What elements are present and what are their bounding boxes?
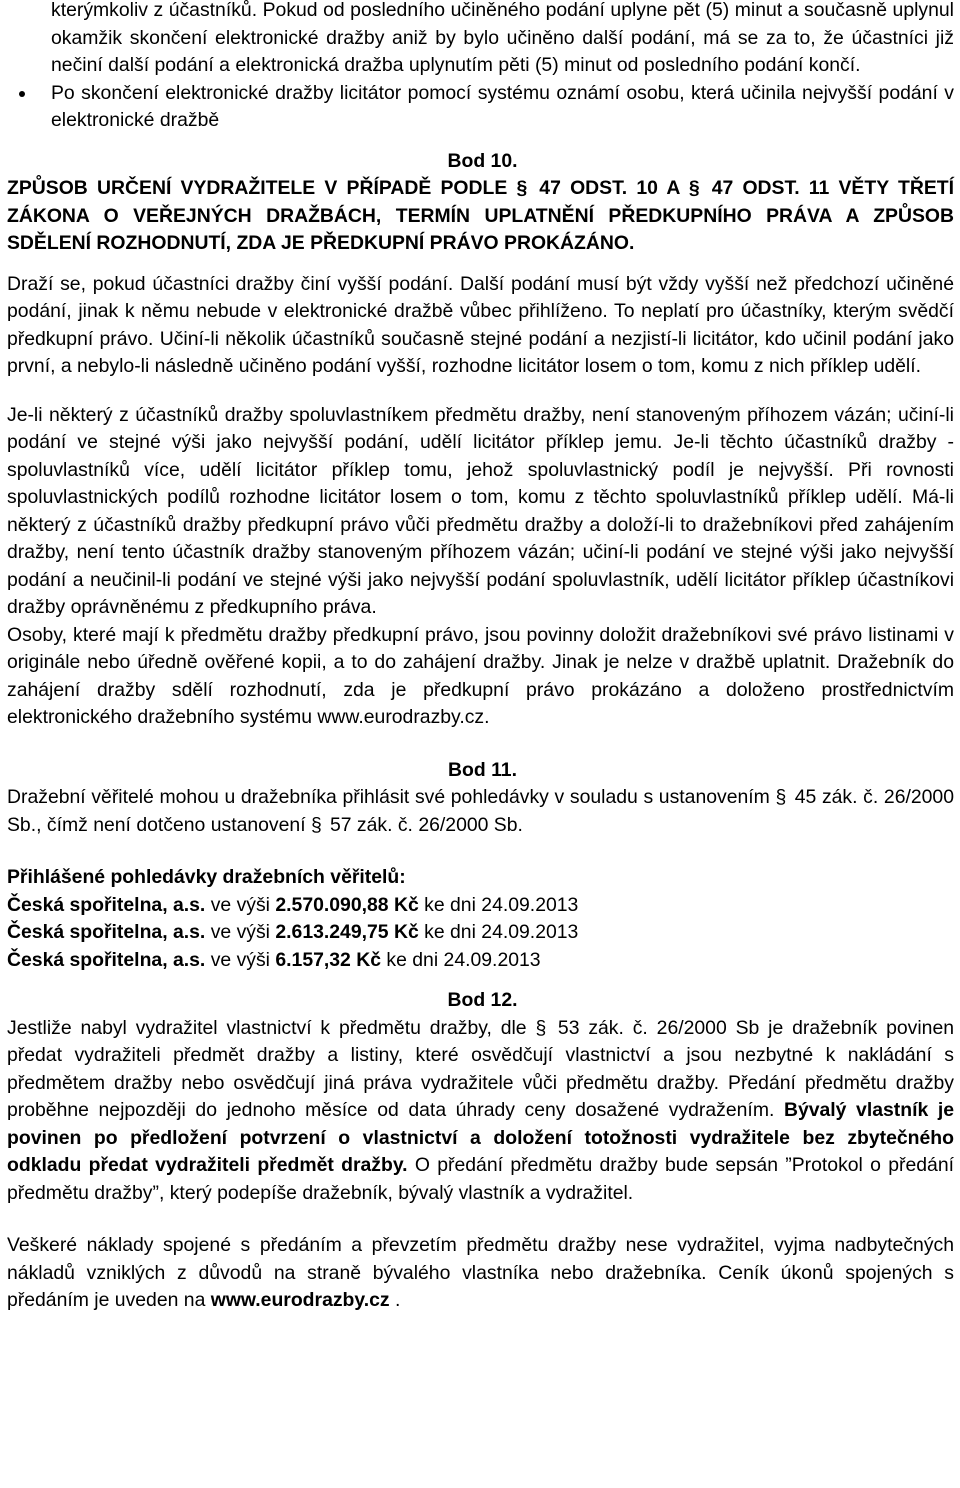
- claim-label: ve výši: [205, 948, 276, 971]
- section-sign-icon: §: [535, 1016, 547, 1039]
- section-title-bod-12: Bod 12.: [447, 989, 518, 1011]
- claim-amount: 2.570.090,88 Kč: [275, 893, 419, 916]
- claim-row: [7, 892, 954, 920]
- bullet-text: Po skončení elektronické dražby licitátor pomocí systému oznámí osobu, která učinila nejvyšší podání v elektronické dražbě: [51, 81, 954, 131]
- section-heading: [7, 175, 954, 258]
- paragraph: [7, 784, 954, 839]
- claim-creditor: Česká spořitelna, a.s.: [7, 921, 206, 943]
- claim-amount: 6.157,32 Kč: [275, 948, 382, 971]
- text-segment: 57 zák. č. 26/2000 Sb.: [329, 813, 523, 836]
- paragraph: [7, 1015, 954, 1208]
- claim-creditor: Česká spořitelna, a.s.: [7, 893, 206, 916]
- website-link[interactable]: www.eurodrazby.cz: [210, 1289, 390, 1311]
- claims-heading: Přihlášené pohledávky dražebních věřitelů:: [7, 866, 406, 888]
- claim-row: [7, 919, 954, 947]
- text-segment: 53 zák. č. 26/2000 Sb je dražebník povinen předat vydražiteli předmět dražby a listiny, které osvědčují vlastnictví a jsou nezbytné k nakládání s předmětem dražby nebo osvědčují jiná práva vydražitele vůči předmětu dražby. Předání předmětu dražby proběhne nejpozději do jednoho měsíce od data úhrady ceny dosažené vydražením.: [7, 1016, 955, 1121]
- section-sign-icon: §: [775, 786, 787, 808]
- section-title-bod-10: Bod 10.: [447, 149, 518, 172]
- section-sign-icon: §: [688, 177, 700, 199]
- bold-text-segment: Bývalý vlastník je povinen po předložení potvrzení o vlastnictví a doložení totožnosti vydražitele bez zbytečného odkladu předat vydražiteli předmět dražby.: [7, 1099, 954, 1176]
- section-sign-icon: §: [516, 177, 528, 199]
- text-segment: Jestliže nabyl vydražitel vlastnictví k předmětu dražby, dle: [7, 1016, 527, 1039]
- claim-amount: 2.613.249,75 Kč: [275, 921, 419, 943]
- claim-date: ke dni 24.09.2013: [418, 921, 579, 943]
- claim-label: ve výši: [205, 893, 276, 916]
- text-segment: O předání předmětu dražby bude sepsán ”Protokol o předání předmětu dražby”, který podepíše dražebník, bývalý vlastník a vydražitel.: [7, 1154, 955, 1204]
- heading-part-2: 47 ODST. 10 A: [539, 177, 680, 199]
- text-segment: Dražební věřitelé mohou u dražebníka přihlásit své pohledávky v souladu s ustanovením: [7, 786, 770, 808]
- claim-row: [7, 947, 954, 975]
- claims-list: [7, 892, 954, 975]
- section-title-bod-11: Bod 11.: [448, 758, 517, 781]
- text-segment: .: [389, 1289, 401, 1311]
- bullet-text-continued: kterýmkoliv z účastníků. Pokud od posledního učiněného podání uplyne pět (5) minut a současně uplynul okamžik skončení elektronické dražby aniž by bylo učiněno další podání, má se za to, že účastníci již nečiní další podání a elektronická dražba uplynutím pěti (5) minut od posledního podání končí.: [51, 0, 954, 76]
- heading-part-3: 47 ODST. 11 VĚTY TŘETÍ ZÁKONA O VEŘEJNÝCH DRAŽBÁCH, TERMÍN UPLATNĚNÍ PŘEDKUPNÍHO PRÁVA A ZPŮSOB SDĚLENÍ ROZHODNUTÍ, ZDA JE PŘEDKUPNÍ PRÁVO PROKÁZÁNO.: [7, 177, 954, 254]
- bullet-item: [7, 80, 954, 135]
- paragraph: Draží se, pokud účastníci dražby činí vyšší podání. Další podání musí být vždy vyšší než předchozí učiněné podání, jinak k němu nebude v elektronické dražbě vůbec přihlíženo. To neplatí pro účastníky, kterým svědčí předkupní právo. Učiní-li několik účastníků současně stejné podání a nezjistí-li licitátor, kdo učinil podání jako první, a nebylo-li následně učiněno podání vyšší, rozhodne licitátor losem o tom, komu z nich příklep udělí.: [7, 272, 954, 377]
- claim-creditor: Česká spořitelna, a.s.: [7, 948, 206, 971]
- paragraph: [7, 1232, 954, 1315]
- text-segment: Veškeré náklady spojené s předáním a převzetím předmětu dražby nese vydražitel, vyjma nadbytečných nákladů vzniklých z důvodů na straně bývalého vlastníka nebo dražebníka. Ceník úkonů spojených s předáním je uveden na: [7, 1234, 954, 1311]
- paragraph: Je-li některý z účastníků dražby spoluvlastníkem předmětu dražby, není stanoveným příhozem vázán; učiní-li podání ve stejné výši jako nejvyšší podání, udělí licitátor příklep jemu. Je-li těchto účastníků dražby - spoluvlastníků více, udělí licitátor příklep tomu, jehož spoluvlastnický podíl je nejvyšší. Při rovnosti spoluvlastnických podílů rozhodne licitátor losem o tom, komu z těchto spoluvlastníků příklep udělí. Má-li některý z účastníků dražby předkupní právo vůči předmětu dražby a doloží-li to dražebníkovi před zahájením dražby, není tento účastník dražby stanoveným příhozem vázán; učiní-li podání ve stejné výši jako nejvyšší podání a neučinil-li podání ve stejné výši jako nejvyšší podání spoluvlastník, udělí licitátor příklep účastníkovi dražby oprávněnému z předkupního práva.: [7, 403, 954, 618]
- claim-date: ke dni 24.09.2013: [381, 948, 541, 971]
- text-segment: 45 zák. č. 26/2000 Sb., čímž není dotčeno ustanovení: [7, 786, 955, 836]
- claim-date: ke dni 24.09.2013: [418, 893, 579, 916]
- section-sign-icon: §: [310, 813, 322, 836]
- bullet-icon: [19, 91, 25, 97]
- claim-label: ve výši: [205, 921, 276, 943]
- heading-part-1: ZPŮSOB URČENÍ VYDRAŽITELE V PŘÍPADĚ PODLE: [7, 177, 508, 199]
- paragraph: Osoby, které mají k předmětu dražby předkupní právo, jsou povinny doložit dražebníkovi své právo listinami v originále nebo úředně ověřené kopii, a to do zahájení dražby. Jinak je nelze v dražbě uplatnit. Dražebník do zahájení dražby sdělí rozhodnutí, zda je předkupní právo prokázáno a doloženo prostřednictvím elektronického dražebního systému www.eurodrazby.cz.: [7, 623, 954, 728]
